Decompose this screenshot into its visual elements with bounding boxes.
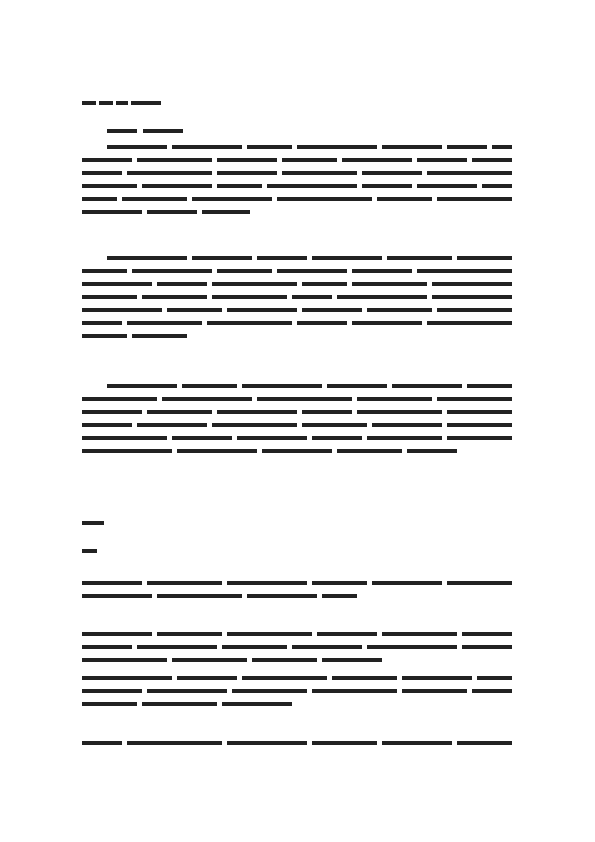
text-word [107,129,137,133]
text-word [222,645,287,649]
text-word [147,689,227,693]
text-word [122,197,187,201]
subsection-heading [82,549,112,553]
text-word [352,282,427,286]
text-word [282,158,337,162]
text-word [357,397,432,401]
text-word [147,410,212,414]
text-word [177,449,257,453]
text-word [392,384,462,388]
text-word [312,741,377,745]
text-word [212,282,297,286]
text-word [132,269,212,273]
paragraph-7 [82,741,512,754]
text-word [132,334,187,338]
text-line [82,645,512,649]
text-word [322,594,357,598]
text-word [297,145,377,149]
text-word [157,594,242,598]
text-word [227,741,307,745]
paragraph-3 [82,384,512,462]
text-word [312,256,382,260]
text-word [227,632,312,636]
text-word [131,101,161,105]
text-word [212,295,287,299]
text-word [257,397,352,401]
text-word [127,171,212,175]
text-word [137,158,212,162]
text-line [82,702,512,706]
text-word [82,295,137,299]
text-word [127,321,202,325]
text-word [217,184,262,188]
text-word [332,676,397,680]
text-word [172,658,247,662]
text-word [202,210,250,214]
text-word [82,741,122,745]
text-word [337,295,427,299]
text-word [82,334,127,338]
text-line [82,145,512,149]
text-word [322,658,382,662]
text-line [82,269,512,273]
text-word [82,658,167,662]
text-word [327,384,387,388]
text-word [432,295,512,299]
text-word [217,410,297,414]
text-word [377,197,432,201]
text-word [382,741,452,745]
text-word [457,256,512,260]
text-line [82,594,512,598]
text-word [382,632,457,636]
text-word [447,423,512,427]
text-word [192,197,272,201]
text-word [227,308,297,312]
text-word [432,282,512,286]
text-word [82,449,172,453]
text-line [82,184,512,188]
text-word [107,384,177,388]
section-heading [82,521,112,525]
text-word [417,184,477,188]
text-line [82,449,512,453]
text-word [447,410,512,414]
text-word [82,581,142,585]
text-word [142,702,217,706]
text-word [242,676,327,680]
text-word [462,632,512,636]
text-word [372,581,442,585]
text-word [467,384,512,388]
text-word [262,449,332,453]
text-word [147,210,197,214]
text-line [82,581,512,585]
text-line [82,295,512,299]
text-word [217,269,272,273]
text-word [172,436,232,440]
text-word [472,158,512,162]
text-word [427,321,512,325]
text-word [312,581,367,585]
text-word [462,645,512,649]
text-word [367,436,442,440]
text-word [312,436,362,440]
text-word [242,384,322,388]
text-word [277,269,347,273]
text-word [142,184,212,188]
text-word [82,101,96,105]
text-word [82,184,137,188]
text-word [302,423,367,427]
text-word [352,269,412,273]
text-word [292,295,332,299]
paragraph-4 [82,581,512,607]
text-word [167,308,222,312]
text-word [143,129,183,133]
text-word [282,171,357,175]
text-word [417,269,512,273]
text-word [302,410,352,414]
text-word [212,423,297,427]
text-word [447,436,512,440]
text-word [317,632,377,636]
text-word [207,321,292,325]
text-word [107,256,187,260]
text-word [382,145,442,149]
text-word [257,256,307,260]
text-word [147,581,222,585]
text-word [312,689,397,693]
text-word [387,256,452,260]
text-word [477,676,512,680]
text-word [107,145,167,149]
text-word [82,702,137,706]
text-line [82,158,512,162]
text-line [82,632,512,636]
document-subtitle [107,129,187,133]
text-line [82,397,512,401]
text-word [437,308,512,312]
text-word [157,632,222,636]
text-word [82,436,167,440]
text-word [362,171,422,175]
text-word [82,158,132,162]
text-word [82,171,122,175]
text-word [302,308,362,312]
text-line [82,689,512,693]
text-line [82,321,512,325]
text-word [447,581,512,585]
text-word [457,741,512,745]
text-word [357,410,442,414]
text-word [232,689,307,693]
text-word [342,158,412,162]
text-line [82,384,512,388]
text-line [82,423,512,427]
text-word [222,702,292,706]
text-line [82,256,512,260]
text-word [82,689,142,693]
text-word [177,676,237,680]
text-word [247,145,292,149]
text-line [82,282,512,286]
text-word [157,282,207,286]
text-line [82,197,512,201]
text-word [217,171,277,175]
text-line [82,210,512,214]
text-word [82,397,157,401]
text-word [99,101,113,105]
text-word [437,197,512,201]
text-line [82,171,512,175]
text-word [297,321,347,325]
text-word [352,321,422,325]
text-word [82,321,122,325]
text-word [82,676,172,680]
text-line [82,334,512,338]
text-word [82,521,104,525]
text-word [252,658,317,662]
paragraph-6 [82,676,512,715]
document-title [82,101,162,105]
text-line [82,308,512,312]
paragraph-5 [82,632,512,671]
text-word [247,594,317,598]
text-word [292,645,362,649]
text-word [82,645,132,649]
text-word [337,449,402,453]
text-word [172,145,242,149]
text-word [192,256,252,260]
text-word [137,423,207,427]
text-word [82,410,142,414]
text-word [402,676,472,680]
text-word [427,171,512,175]
text-word [237,436,307,440]
paragraph-1 [82,145,512,223]
text-word [267,184,357,188]
text-word [372,423,442,427]
paragraph-2 [82,256,512,347]
text-word [407,449,457,453]
text-line [82,410,512,414]
text-word [217,158,277,162]
text-word [82,632,152,636]
text-word [367,645,457,649]
text-word [82,210,142,214]
text-word [82,308,162,312]
text-word [447,145,487,149]
text-line [82,436,512,440]
text-word [82,269,127,273]
text-line [82,741,512,745]
text-word [142,295,207,299]
text-word [482,184,512,188]
text-word [362,184,412,188]
text-word [127,741,222,745]
text-word [82,549,97,553]
text-word [116,101,128,105]
text-line [82,658,512,662]
text-line [82,676,512,680]
text-word [82,423,132,427]
text-word [82,197,117,201]
text-word [402,689,467,693]
text-word [227,581,307,585]
text-word [82,594,152,598]
text-word [137,645,217,649]
text-word [492,145,512,149]
text-word [182,384,237,388]
text-word [302,282,347,286]
text-word [82,282,152,286]
text-word [277,197,372,201]
text-word [367,308,432,312]
text-word [472,689,512,693]
text-word [162,397,252,401]
text-word [417,158,467,162]
text-word [437,397,512,401]
